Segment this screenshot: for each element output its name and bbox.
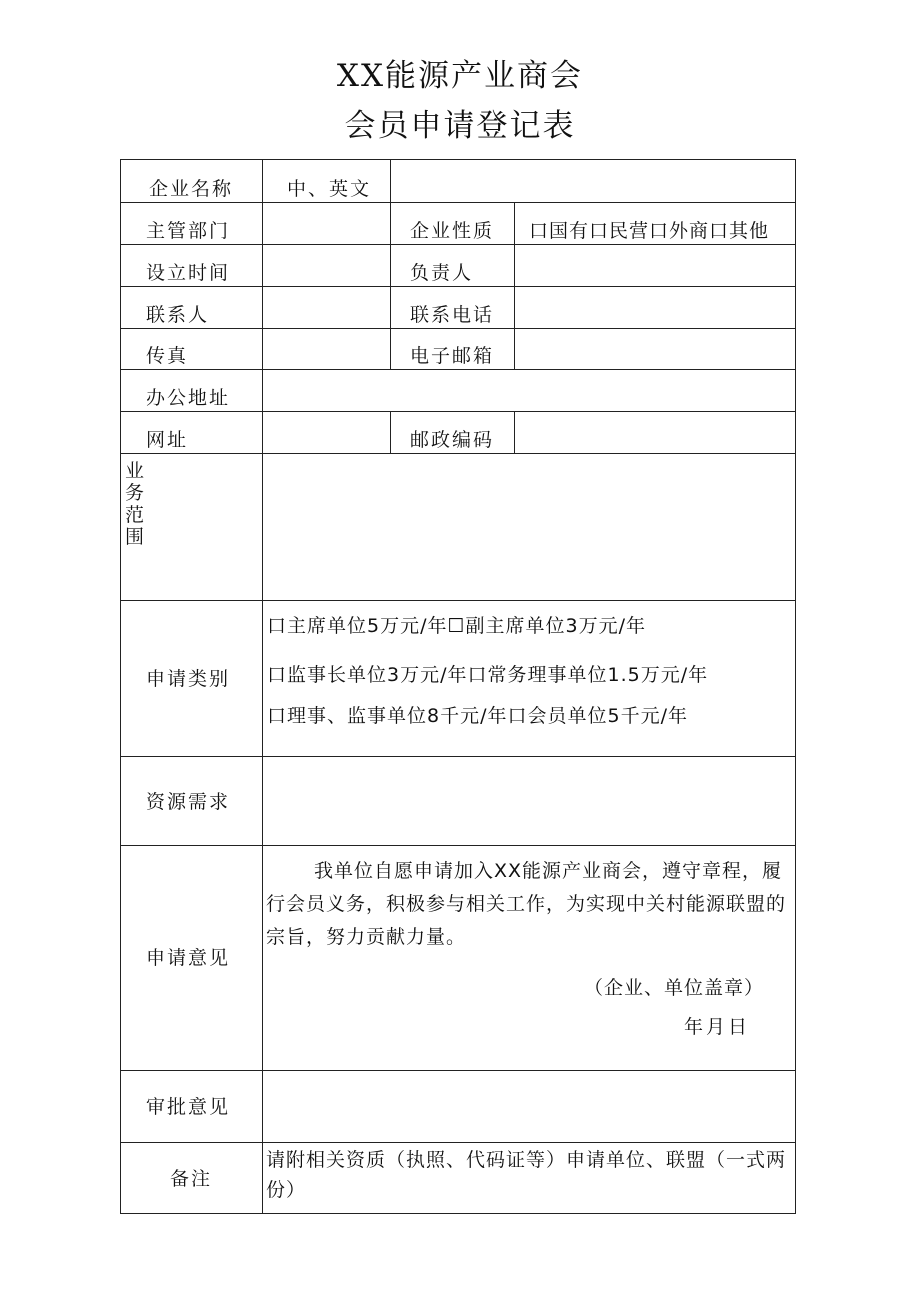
approval-field[interactable] xyxy=(263,1071,795,1142)
category-label: 申请类别 xyxy=(146,668,231,690)
contact-field[interactable] xyxy=(263,287,390,328)
category-option-line-3[interactable]: 口理事、监事单位8千元/年口会员单位5千元/年 xyxy=(267,705,688,727)
website-field[interactable] xyxy=(263,412,390,453)
email-label: 电子邮箱 xyxy=(410,345,495,367)
row-divider xyxy=(120,1142,796,1143)
form-title: XX能源产业商会 xyxy=(336,58,584,94)
opinion-statement: 我单位自愿申请加入XX能源产业商会，遵守章程，履行会员义务，积极参与相关工作，为实现中关村能源联盟的宗旨，努力贡献力量。 xyxy=(266,860,787,948)
resources-field[interactable] xyxy=(263,757,795,845)
business-scope-label: 业务范围 xyxy=(125,460,145,548)
fax-field[interactable] xyxy=(263,329,390,369)
company-name-label: 企业名称 xyxy=(149,178,234,200)
email-field[interactable] xyxy=(515,329,795,369)
postcode-field[interactable] xyxy=(515,412,795,453)
column-divider xyxy=(390,411,391,453)
nature-label: 企业性质 xyxy=(410,220,495,242)
fax-label: 传真 xyxy=(146,345,189,367)
phone-field[interactable] xyxy=(515,287,795,328)
manager-label: 负责人 xyxy=(410,262,474,284)
opinion-date: 年月日 xyxy=(684,1016,751,1038)
company-name-sublabel: 中、英文 xyxy=(287,178,372,200)
website-label: 网址 xyxy=(146,429,189,451)
category-option-line-1[interactable]: 口主席单位5万元/年☐副主席单位3万元/年 xyxy=(267,615,647,637)
row-divider xyxy=(120,600,796,601)
contact-label: 联系人 xyxy=(146,304,210,326)
opinion-label: 申请意见 xyxy=(146,947,231,969)
manager-field[interactable] xyxy=(515,245,795,286)
column-divider xyxy=(390,202,391,369)
nature-options[interactable]: 口国有口民营口外商口其他 xyxy=(529,220,770,242)
opinion-seal-note: （企业、单位盖章） xyxy=(584,977,765,999)
phone-label: 联系电话 xyxy=(410,304,495,326)
founded-label: 设立时间 xyxy=(146,262,231,284)
company-name-field[interactable] xyxy=(391,160,795,202)
remarks-label: 备注 xyxy=(170,1168,213,1190)
business-scope-field[interactable] xyxy=(263,454,795,600)
department-field[interactable] xyxy=(263,203,390,244)
remarks-text: 请附相关资质（执照、代码证等）申请单位、联盟（一式两份） xyxy=(266,1149,787,1201)
address-field[interactable] xyxy=(263,370,795,411)
row-divider xyxy=(120,202,796,203)
category-option-line-2[interactable]: 口监事长单位3万元/年口常务理事单位1.5万元/年 xyxy=(267,664,709,686)
resources-label: 资源需求 xyxy=(146,791,231,813)
form-subtitle: 会员申请登记表 xyxy=(344,108,576,144)
row-divider xyxy=(120,845,796,846)
founded-field[interactable] xyxy=(263,245,390,286)
approval-label: 审批意见 xyxy=(146,1096,231,1118)
postcode-label: 邮政编码 xyxy=(410,429,495,451)
address-label: 办公地址 xyxy=(146,387,231,409)
department-label: 主管部门 xyxy=(146,220,231,242)
